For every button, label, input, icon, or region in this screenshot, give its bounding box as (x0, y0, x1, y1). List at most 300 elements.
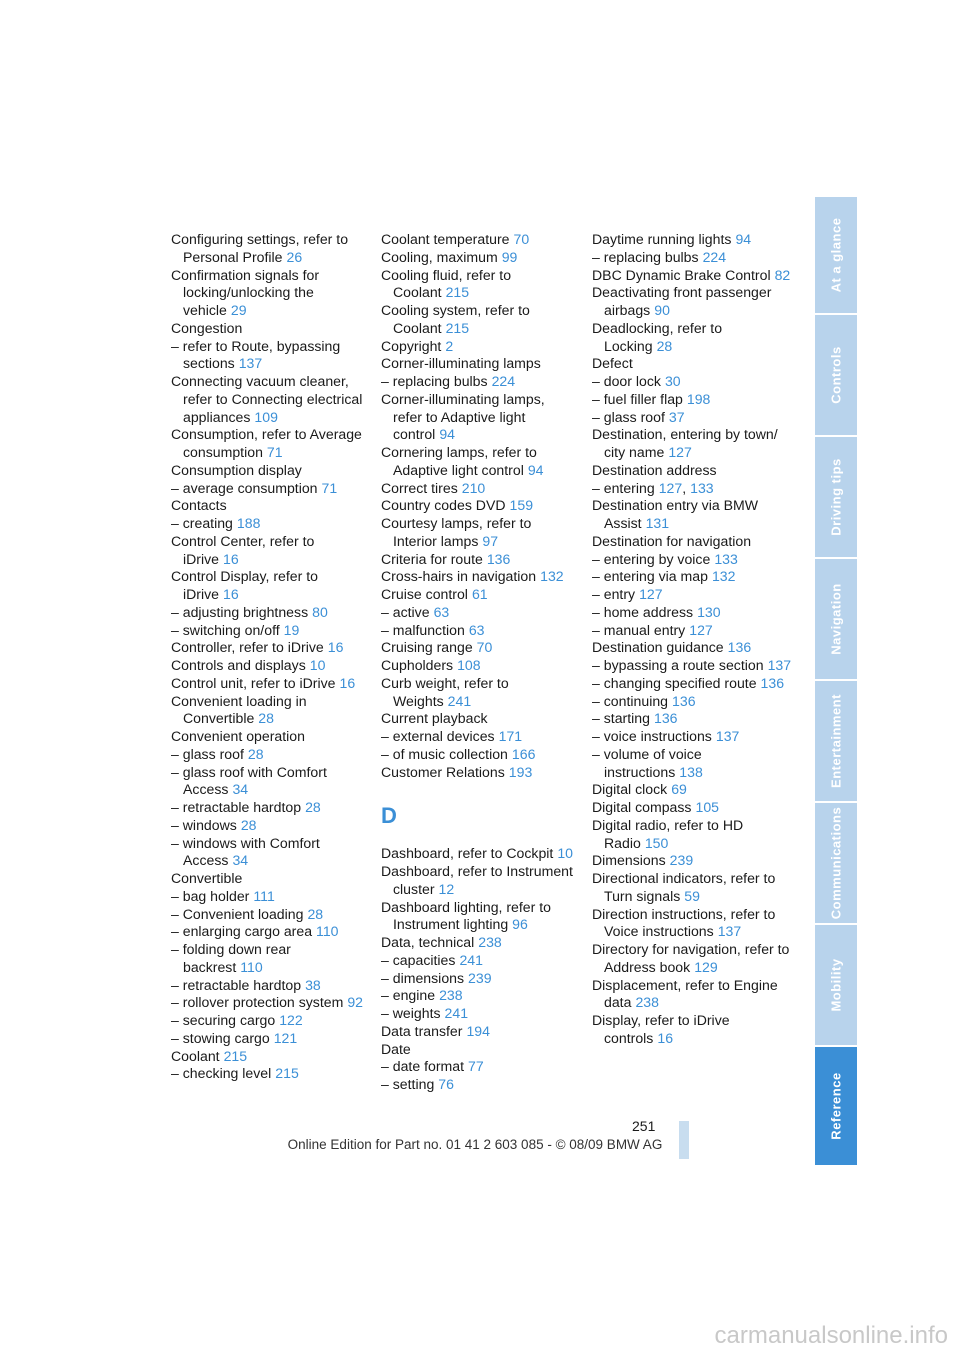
index-entry (381, 899, 577, 935)
index-term: – bag holder (171, 887, 250, 904)
page-reference-link[interactable]: 109 (254, 408, 278, 425)
page-reference-link[interactable]: 37 (668, 408, 685, 425)
index-entry (381, 480, 577, 498)
index-entry (171, 977, 367, 995)
page-separator: , (682, 479, 687, 496)
chapter-tab-communications[interactable] (815, 803, 857, 923)
page-reference-link[interactable]: 241 (444, 1005, 469, 1021)
chapter-tab-label: Navigation (828, 583, 844, 655)
page-reference-link[interactable]: 12 (438, 880, 455, 897)
page-reference-link[interactable]: 159 (509, 497, 534, 514)
page-reference-link[interactable]: 28 (240, 816, 257, 833)
index-term: – capacities (381, 951, 456, 968)
index-entry (592, 693, 792, 711)
index-entry (381, 1005, 577, 1023)
index-entry (381, 1023, 577, 1041)
index-term: – retractable hardtop (171, 976, 302, 993)
index-entry (592, 551, 792, 569)
page-reference-link[interactable]: 70 (476, 639, 493, 656)
index-term: Defect (592, 355, 633, 372)
index-entry (381, 845, 577, 863)
page-reference-link[interactable]: 122 (279, 1012, 303, 1028)
index-term: Dimensions (592, 852, 666, 869)
index-entry (592, 906, 792, 942)
index-entry (592, 746, 792, 782)
index-entry (381, 497, 577, 515)
chapter-sidebar (815, 197, 857, 1167)
index-term: Destination guidance (592, 639, 724, 656)
index-entry (592, 320, 792, 356)
chapter-tab-label: Driving tips (828, 458, 844, 536)
index-term: Display, refer to iDrive controls (592, 1012, 730, 1046)
chapter-tab-entertainment[interactable] (815, 681, 857, 801)
index-term: Data transfer (381, 1022, 463, 1039)
index-term: Corner-illuminating lamps, refer to Adaptive light control (381, 390, 545, 443)
page-reference-link[interactable]: 111 (253, 887, 275, 904)
index-term: – door lock (592, 373, 661, 389)
page-reference-link[interactable]: 16 (657, 1029, 674, 1046)
index-entry (381, 934, 577, 952)
index-entry (171, 817, 367, 835)
index-term: – refer to Route, bypassing sections (171, 337, 341, 372)
index-term: DBC Dynamic Brake Control (592, 266, 771, 283)
chapter-tab-label: Controls (828, 346, 844, 404)
index-entry (381, 231, 577, 249)
index-entry (592, 497, 792, 533)
index-entry (171, 267, 367, 320)
page-reference-link[interactable]: 28 (307, 905, 324, 922)
page-reference-link[interactable]: 59 (684, 887, 700, 904)
index-term: – replacing bulbs (592, 248, 699, 265)
index-entry (592, 710, 792, 728)
index-entry (592, 355, 792, 373)
page-reference-link[interactable]: 215 (445, 319, 470, 336)
index-term: – glass roof (171, 745, 244, 762)
index-entry (592, 657, 792, 675)
page-reference-link[interactable]: 2 (445, 337, 454, 354)
index-entry (171, 923, 367, 941)
index-term: – entry (592, 586, 636, 602)
index-term: – Convenient loading (171, 905, 304, 922)
index-term: – windows with Comfort Access (171, 834, 320, 869)
index-term: Cooling fluid, refer to Coolant (381, 266, 512, 301)
footer (0, 1137, 960, 1152)
index-entry (592, 462, 792, 480)
page-reference-link[interactable]: 188 (236, 515, 261, 531)
index-entry (381, 267, 577, 303)
page-reference-link[interactable]: 94 (527, 461, 544, 478)
index-term: Convenient operation (171, 728, 305, 744)
index-term: Cooling system, refer to Coolant (381, 302, 530, 336)
index-entry (171, 888, 367, 906)
page-reference-link[interactable]: 137 (717, 923, 742, 940)
index-term: – starting (592, 710, 650, 727)
page-reference-link[interactable]: 137 (767, 657, 792, 673)
page-reference-link[interactable]: 241 (447, 692, 472, 709)
index-term: – dimensions (381, 969, 465, 986)
index-term: – creating (171, 515, 233, 531)
index-term: – malfunction (381, 621, 465, 638)
index-entry (171, 515, 367, 533)
index-term: – enlarging cargo area (171, 923, 313, 940)
page-reference-link[interactable]: 16 (223, 586, 239, 602)
index-term: – adjusting brightness (171, 603, 309, 620)
index-term: Control Center, refer to iDrive (171, 532, 315, 567)
index-term: Country codes DVD (381, 497, 506, 514)
index-entry (592, 533, 792, 551)
index-entry (171, 1030, 367, 1048)
index-term: Congestion (171, 319, 243, 336)
page-reference-link[interactable]: 136 (727, 639, 752, 656)
index-term: – engine (381, 987, 436, 1004)
page-reference-link[interactable]: 215 (445, 284, 470, 301)
page-reference-link[interactable]: 28 (656, 337, 673, 354)
page-reference-link[interactable]: 194 (466, 1022, 490, 1039)
page-reference-link[interactable]: 138 (679, 763, 703, 780)
index-entry (381, 952, 577, 970)
index-entry (381, 728, 577, 746)
index-entry (171, 1048, 367, 1066)
index-term: Connecting vacuum cleaner, refer to Connecting electrical appliances (171, 373, 363, 425)
index-entry (592, 675, 792, 693)
page-number: 251 (632, 1118, 656, 1134)
page-reference-link[interactable]: 215 (275, 1065, 299, 1082)
index-entry (381, 444, 577, 480)
index-entry (381, 657, 577, 675)
index-term: Date (381, 1040, 411, 1057)
page-reference-link[interactable]: 136 (486, 550, 511, 567)
index-term: Criteria for route (381, 550, 483, 567)
index-entry (381, 863, 577, 899)
chapter-tab-label: At a glance (828, 217, 844, 293)
page-reference-link[interactable]: 239 (669, 852, 694, 869)
index-term: Dashboard, refer to Cockpit (381, 845, 554, 862)
page-reference-link[interactable]: 127 (689, 621, 713, 638)
page-reference-link[interactable]: 34 (232, 852, 249, 869)
index-entry (171, 1065, 367, 1083)
index-entry (592, 373, 792, 391)
index-term: Coolant temperature (381, 231, 510, 247)
chapter-tab-navigation[interactable] (815, 559, 857, 679)
page-reference-link[interactable]: 63 (433, 603, 450, 620)
page-reference-link[interactable]: 90 (654, 302, 670, 318)
page-reference-link[interactable]: 30 (664, 373, 681, 389)
index-entry (381, 1041, 577, 1059)
page-reference-link[interactable]: 10 (557, 845, 574, 862)
index-term: Cooling, maximum (381, 248, 498, 265)
page-reference-link[interactable]: 16 (327, 639, 344, 656)
page-reference-link[interactable]: 198 (686, 390, 711, 407)
index-term: – folding down rear backrest (171, 941, 291, 975)
page-reference-link[interactable]: 10 (309, 657, 326, 673)
index-term: Customer Relations (381, 763, 505, 780)
index-entry (381, 764, 577, 782)
page-reference-link[interactable]: 71 (321, 479, 338, 496)
chapter-tab-label: Mobility (828, 958, 844, 1012)
page-reference-link[interactable]: 171 (498, 728, 523, 744)
index-term: – stowing cargo (171, 1029, 270, 1046)
page-reference-link[interactable]: 241 (459, 951, 483, 968)
index-entry (592, 604, 792, 622)
page-reference-link[interactable]: 130 (697, 603, 721, 620)
index-entry (592, 622, 792, 640)
index-entry (381, 515, 577, 551)
page-reference-link[interactable]: 136 (672, 692, 696, 709)
index-entry (592, 941, 792, 977)
index-term: Coolant (171, 1047, 220, 1064)
index-entry (171, 320, 367, 338)
page-reference-link[interactable]: 16 (339, 674, 356, 691)
index-entry (171, 426, 367, 462)
index-term: Contacts (171, 497, 227, 514)
index-term: – rollover protection system (171, 994, 344, 1011)
page-reference-link[interactable]: 132 (540, 568, 564, 585)
index-term: – external devices (381, 728, 495, 744)
index-entry (381, 551, 577, 569)
index-letter-heading: D (381, 803, 397, 829)
index-term: – of music collection (381, 745, 508, 762)
chapter-tab-mobility[interactable] (815, 925, 857, 1045)
index-term: – switching on/off (171, 621, 280, 638)
index-term: – windows (171, 816, 237, 833)
page-reference-link[interactable]: 80 (312, 603, 328, 620)
page-reference-link[interactable]: 129 (694, 958, 718, 975)
chapter-tab-label: Reference (828, 1072, 844, 1140)
index-term: – glass roof with Comfort Access (171, 763, 327, 798)
index-column-1 (171, 231, 367, 1083)
index-term: Cupholders (381, 657, 454, 673)
page-reference-link[interactable]: 193 (508, 763, 533, 780)
page-reference-link[interactable]: 77 (468, 1058, 484, 1075)
page-reference-link[interactable]: 108 (457, 657, 481, 673)
page-reference-link[interactable]: 105 (695, 799, 719, 815)
index-entry (381, 249, 577, 267)
index-entry (171, 533, 367, 569)
index-entry (592, 480, 792, 498)
index-term: Consumption display (171, 461, 302, 478)
page-reference-link[interactable]: 69 (671, 781, 687, 798)
index-entry (592, 870, 792, 906)
index-term: – weights (381, 1005, 441, 1021)
index-entry (592, 852, 792, 870)
index-term: Configuring settings, refer to Personal Profile (171, 231, 349, 265)
page-reference-link[interactable]: 28 (305, 799, 321, 815)
index-term: Destination address (592, 461, 717, 478)
page-reference-link[interactable]: 82 (774, 266, 791, 283)
index-term: Correct tires (381, 479, 458, 496)
index-entry (171, 231, 367, 267)
chapter-tab-label: Communications (828, 806, 844, 920)
index-entry (381, 746, 577, 764)
page-reference-link[interactable]: 238 (635, 994, 659, 1011)
page-reference-link[interactable]: 97 (482, 532, 499, 549)
index-term: – manual entry (592, 621, 686, 638)
index-term: – fuel filler flap (592, 390, 683, 407)
index-term: Confirmation signals for locking/unlocking the vehicle (171, 266, 320, 318)
index-term: – checking level (171, 1065, 272, 1082)
page-reference-link[interactable]: 224 (491, 373, 516, 389)
index-entry (592, 426, 792, 462)
index-entry (592, 249, 792, 267)
page-reference-link[interactable]: 210 (461, 479, 486, 496)
index-term: Courtesy lamps, refer to Interior lamps (381, 515, 532, 549)
index-term: Controller, refer to iDrive (171, 639, 324, 656)
watermark: carmanualsonline.info (714, 1322, 948, 1349)
index-entry (381, 586, 577, 604)
index-term: Control Display, refer to iDrive (171, 568, 318, 602)
index-term: – average consumption (171, 479, 318, 496)
page-reference-link[interactable]: 26 (286, 248, 303, 265)
index-entry (381, 391, 577, 444)
page-reference-link[interactable]: 16 (223, 550, 239, 567)
page-reference-link[interactable]: 63 (468, 621, 485, 638)
index-term: Corner-illuminating lamps (381, 355, 541, 372)
index-term: Digital radio, refer to HD Radio (592, 816, 744, 851)
index-entry (171, 746, 367, 764)
index-term: Displacement, refer to Engine data (592, 976, 778, 1011)
index-term: – replacing bulbs (381, 373, 488, 389)
page-reference-link[interactable]: 71 (266, 444, 283, 460)
page-reference-link[interactable]: 28 (247, 745, 264, 762)
index-entry (171, 480, 367, 498)
index-entry (171, 462, 367, 480)
index-term: Digital compass (592, 799, 692, 815)
page-reference-link[interactable]: 238 (478, 934, 502, 950)
index-entry (381, 373, 577, 391)
index-entry (592, 728, 792, 746)
index-entry (381, 568, 577, 586)
index-entry (171, 639, 367, 657)
page-reference-link[interactable]: 99 (501, 248, 518, 265)
page-reference-link[interactable]: 76 (438, 1076, 454, 1092)
index-term: Current playback (381, 710, 488, 727)
page-reference-link[interactable]: 131 (645, 515, 670, 531)
page-reference-link[interactable]: 132 (711, 568, 736, 585)
index-term: – retractable hardtop (171, 799, 302, 815)
index-term: – home address (592, 603, 694, 620)
page-reference-link[interactable]: 29 (230, 302, 247, 318)
page-reference-link[interactable]: 19 (283, 621, 300, 638)
index-entry (381, 355, 577, 373)
index-entry (381, 1076, 577, 1094)
page-reference-link[interactable]: 28 (258, 710, 274, 727)
page-reference-link[interactable]: 238 (439, 987, 463, 1004)
index-term: Directional indicators, refer to Turn signals (592, 870, 776, 904)
page-reference-link[interactable]: 150 (644, 834, 669, 851)
page-reference-link[interactable]: 137 (238, 355, 263, 372)
index-term: Convertible (171, 870, 243, 886)
page-reference-link[interactable]: 215 (223, 1047, 248, 1064)
page-reference-link[interactable]: 70 (513, 231, 530, 247)
page-reference-link[interactable]: 127 (668, 444, 692, 460)
index-term: Destination entry via BMW Assist (592, 497, 759, 531)
index-term: – voice instructions (592, 728, 712, 744)
index-term: Deactivating front passenger airbags (592, 284, 772, 318)
index-term: – changing specified route (592, 674, 757, 691)
page-reference-link[interactable]: 137 (715, 728, 740, 744)
index-term: Cornering lamps, refer to Adaptive light control (381, 444, 537, 478)
index-entry (592, 284, 792, 320)
index-term: Directory for navigation, refer to Address book (592, 941, 790, 975)
index-entry (171, 941, 367, 977)
index-entry (381, 675, 577, 711)
index-term: – setting (381, 1076, 435, 1092)
index-term: Daytime running lights (592, 231, 732, 247)
page-reference-link[interactable]: 92 (347, 994, 364, 1011)
index-term: Controls and displays (171, 657, 306, 673)
page-reference-link[interactable]: 239 (468, 969, 492, 986)
page-reference-link[interactable]: 94 (439, 426, 455, 443)
index-entry (171, 568, 367, 604)
index-term: Control unit, refer to iDrive (171, 674, 336, 691)
page-reference-link[interactable]: 133 (690, 479, 714, 496)
index-term: Direction instructions, refer to Voice instructions (592, 905, 776, 940)
page-reference-link[interactable]: 96 (512, 916, 528, 933)
page-reference-link[interactable]: 110 (316, 923, 339, 940)
page-reference-link[interactable]: 110 (240, 958, 263, 975)
page-reference-link[interactable]: 127 (639, 586, 663, 602)
index-entry (171, 1012, 367, 1030)
index-term: Cross-hairs in navigation (381, 568, 537, 585)
index-term: – active (381, 603, 430, 620)
index-term: Dashboard, refer to Instrument cluster (381, 863, 573, 897)
index-entry (592, 817, 792, 853)
page-reference-link[interactable]: 121 (273, 1029, 298, 1046)
page-reference-link[interactable]: 127 (658, 479, 683, 496)
index-term: Dashboard lighting, refer to Instrument lighting (381, 898, 552, 933)
page-reference-link[interactable]: 166 (511, 745, 536, 762)
page-reference-link[interactable]: 38 (305, 976, 321, 993)
index-entry (381, 970, 577, 988)
page-reference-link[interactable]: 61 (471, 586, 488, 602)
index-entry (171, 338, 367, 374)
index-entry (592, 1012, 792, 1048)
index-entry (171, 693, 367, 729)
page-reference-link[interactable]: 136 (760, 674, 785, 691)
index-entry (171, 728, 367, 746)
index-entry (381, 338, 577, 356)
index-entry (171, 906, 367, 924)
index-entry (171, 604, 367, 622)
index-term: – volume of voice instructions (592, 745, 702, 780)
index-column-3 (592, 231, 792, 1048)
index-term: Deadlocking, refer to Locking (592, 319, 723, 354)
index-entry (592, 231, 792, 249)
page-reference-link[interactable]: 34 (232, 781, 249, 798)
index-term: Convenient loading in Convertible (171, 692, 307, 727)
index-term: Copyright (381, 337, 442, 354)
index-term: Cruising range (381, 639, 473, 656)
index-entry (381, 987, 577, 1005)
index-term: Cruise control (381, 586, 468, 602)
index-entry (592, 586, 792, 604)
chapter-tab-at-a-glance[interactable] (815, 197, 857, 313)
page-reference-link[interactable]: 94 (735, 231, 752, 247)
index-term: Digital clock (592, 781, 668, 798)
page-reference-link[interactable]: 136 (653, 710, 678, 727)
index-term: – entering (592, 479, 655, 496)
index-entry (171, 497, 367, 515)
index-entry (171, 870, 367, 888)
page-reference-link[interactable]: 224 (702, 248, 727, 265)
index-entry (592, 409, 792, 427)
chapter-tab-controls[interactable] (815, 315, 857, 435)
page-reference-link[interactable]: 133 (714, 550, 738, 567)
index-entry (381, 302, 577, 338)
chapter-tab-driving-tips[interactable] (815, 437, 857, 557)
index-term: Consumption, refer to Average consumption (171, 426, 362, 460)
index-term: – glass roof (592, 408, 665, 425)
